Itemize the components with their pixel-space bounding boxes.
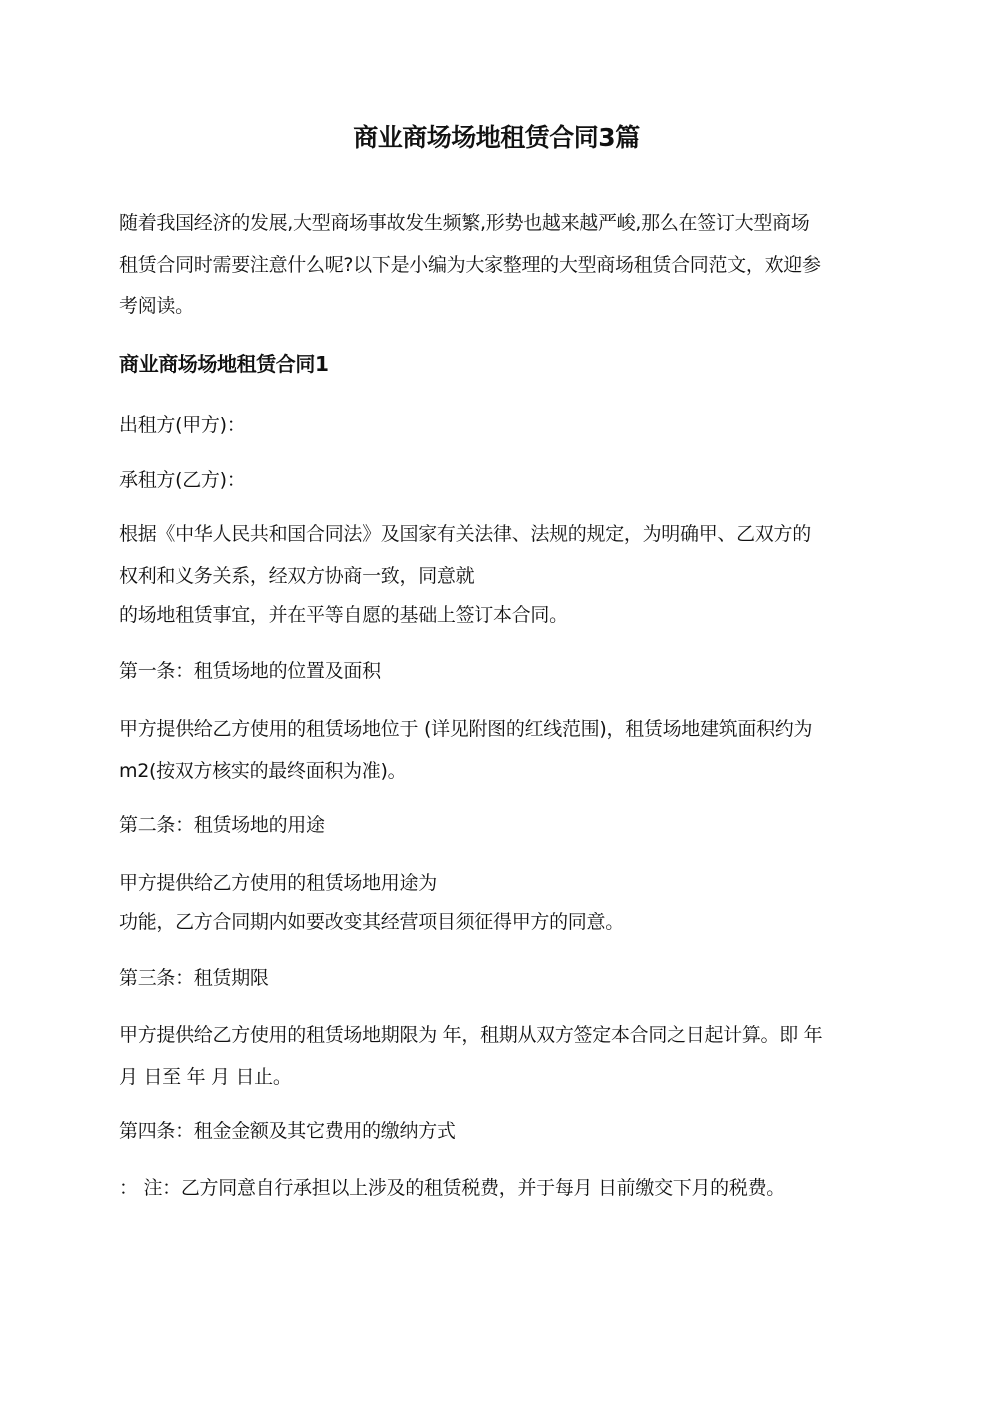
article-3-line-2: 月 日至 年 月 日止。 <box>119 1066 292 1088</box>
article-4-line-1: ： 注：乙方同意自行承担以上涉及的租赁税费，并于每月 日前缴交下月的税费。 <box>119 1177 785 1199</box>
article-1-line-2: m2(按双方核实的最终面积为准)。 <box>119 760 407 782</box>
article-4-title: 第四条：租金金额及其它费用的缴纳方式 <box>119 1120 456 1142</box>
document-title: 商业商场场地租赁合同3篇 <box>353 123 640 152</box>
article-2-title: 第二条：租赁场地的用途 <box>119 814 325 836</box>
intro-line-2: 租赁合同时需要注意什么呢?以下是小编为大家整理的大型商场租赁合同范文，欢迎参 <box>119 254 821 276</box>
article-1-title: 第一条：租赁场地的位置及面积 <box>119 660 381 682</box>
preamble-line-1: 根据《中华人民共和国合同法》及国家有关法律、法规的规定，为明确甲、乙双方的 <box>119 523 811 545</box>
lessee-line: 承租方(乙方)： <box>119 469 246 491</box>
article-1-line-1: 甲方提供给乙方使用的租赁场地位于 (详见附图的红线范围)，租赁场地建筑面积约为 <box>119 718 813 740</box>
article-2-line-1: 甲方提供给乙方使用的租赁场地用途为 <box>119 872 437 894</box>
section-title: 商业商场场地租赁合同1 <box>119 352 329 376</box>
lessor-line: 出租方(甲方)： <box>119 414 246 436</box>
preamble-line-2: 权利和义务关系，经双方协商一致，同意就 <box>119 565 475 587</box>
article-2-line-2: 功能，乙方合同期内如要改变其经营项目须征得甲方的同意。 <box>119 911 624 933</box>
article-3-line-1: 甲方提供给乙方使用的租赁场地期限为 年，租期从双方签定本合同之日起计算。即 年 <box>119 1024 823 1046</box>
article-3-title: 第三条：租赁期限 <box>119 967 269 989</box>
intro-line-1: 随着我国经济的发展,大型商场事故发生频繁,形势也越来越严峻,那么在签订大型商场 <box>119 212 810 234</box>
intro-line-3: 考阅读。 <box>119 295 194 317</box>
preamble-line-3: 的场地租赁事宜，并在平等自愿的基础上签订本合同。 <box>119 604 568 626</box>
